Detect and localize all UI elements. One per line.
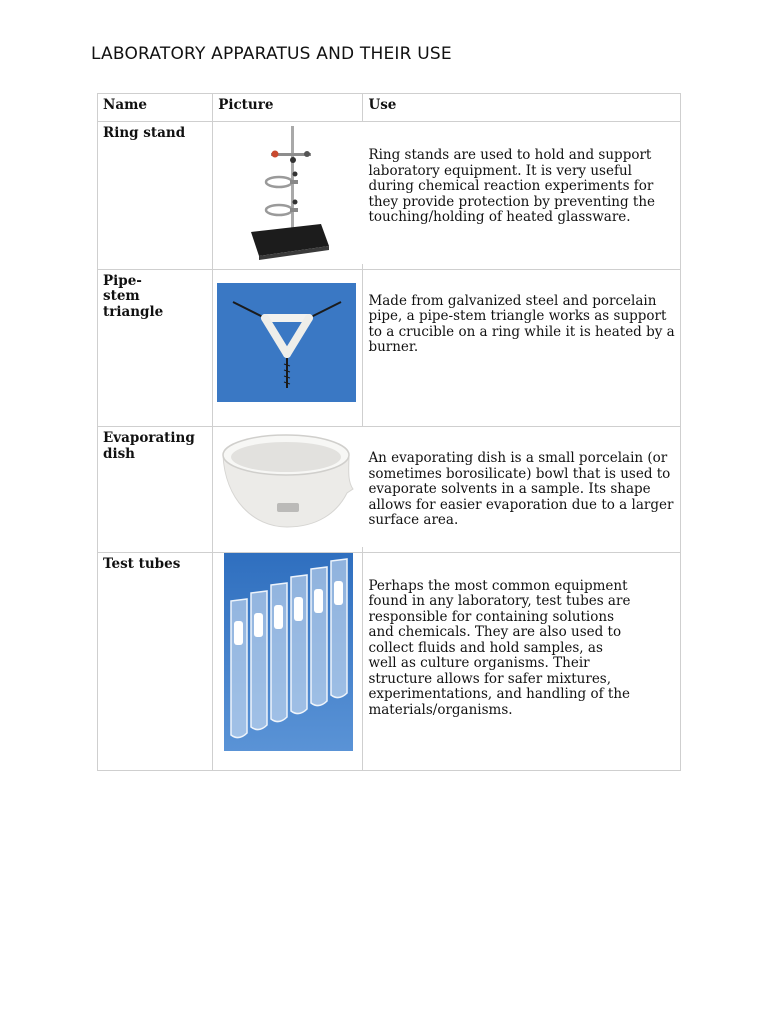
use-cell [363, 122, 681, 270]
table-row [98, 122, 681, 270]
apparatus-use: An evaporating dish is a small porcelain (or sometimes borosilicate) bowl that is used to evaporate solvents in a sample. Its shape allows for easier evaporation due to a larger surface area. [368, 450, 674, 528]
apparatus-use: Perhaps the most common equipment found in any laboratory, test tubes are responsible for containing solutions and chemicals. They are also used to collect fluids and hold samples, as well as culture organisms. Their structure allows for safer mixtures, experimentations, and handling of the materials/organisms. [368, 577, 631, 718]
ring-stand-image [213, 122, 363, 264]
header-picture-cell [213, 94, 363, 122]
document-title: LABORATORY APPARATUS AND THEIR USE [91, 44, 452, 64]
table-row [98, 269, 681, 427]
name-cell [98, 122, 213, 270]
use-cell [363, 269, 681, 427]
evaporating-dish-image [213, 427, 363, 547]
header-use-cell [363, 94, 681, 122]
table-header-row [98, 94, 681, 122]
table-row [98, 552, 681, 771]
apparatus-name: Ring stand [103, 125, 186, 141]
name-cell [98, 552, 213, 771]
picture-cell [213, 552, 363, 771]
table-row [98, 427, 681, 553]
apparatus-use: Made from galvanized steel and porcelain pipe, a pipe-stem triangle works as support to a crucible on a ring while it is heated by a burner. [368, 292, 675, 355]
apparatus-name: Test tubes [103, 555, 181, 572]
name-cell [98, 269, 213, 427]
test-tubes-image [213, 553, 363, 766]
picture-cell [213, 269, 363, 427]
picture-cell [213, 427, 363, 553]
apparatus-use: Ring stands are used to hold and support laboratory equipment. It is very useful during chemical reaction experiments for they provide protection by preventing the touching/holding of heated glassware. [368, 147, 656, 225]
name-cell [98, 427, 213, 553]
header-name-cell [98, 94, 213, 122]
apparatus-table [97, 93, 681, 771]
header-picture: Picture [218, 97, 274, 113]
header-name: Name [103, 97, 147, 113]
use-cell [363, 552, 681, 771]
use-cell [363, 427, 681, 553]
apparatus-name: Pipe-stem triangle [103, 272, 164, 320]
pipe-stem-triangle-image [213, 270, 363, 422]
picture-cell [213, 122, 363, 270]
apparatus-name: Evaporating dish [103, 430, 195, 462]
header-use: Use [368, 97, 397, 113]
